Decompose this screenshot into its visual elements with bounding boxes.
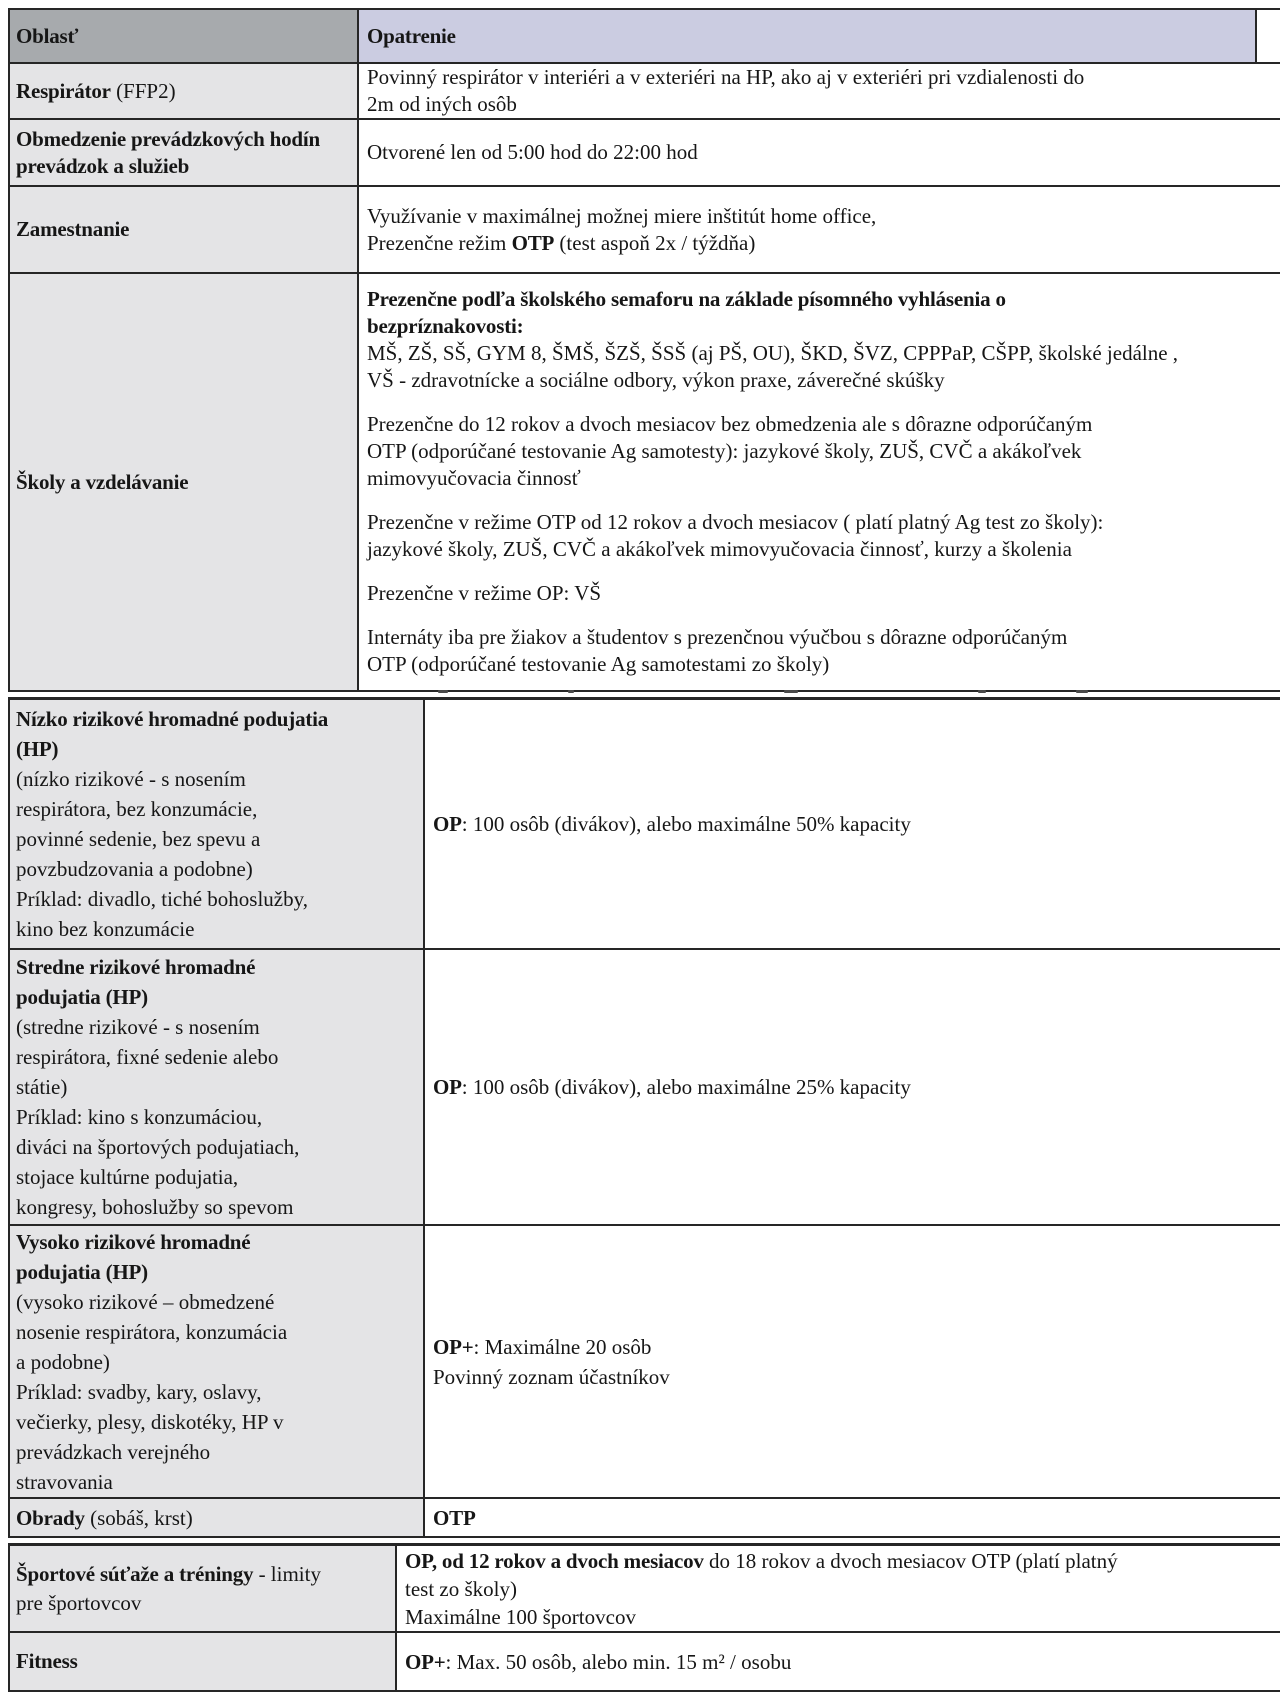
text-line — [433, 1072, 1278, 1102]
measure-cell — [425, 700, 1280, 948]
text-line — [405, 1603, 1278, 1631]
table-row — [10, 1499, 1280, 1536]
text-line — [367, 139, 1278, 166]
text-segment-bold: OTP — [433, 1505, 476, 1530]
text-line — [16, 1560, 387, 1589]
text-segment: (vysoko rizikové – obmedzené — [16, 1289, 275, 1314]
column-header-oblast-label: Oblasť — [16, 23, 79, 48]
column-header-oblast — [10, 10, 359, 62]
text-line — [367, 203, 1278, 230]
measure-cell — [359, 274, 1280, 690]
measure-cell — [425, 950, 1280, 1224]
text-line — [16, 794, 415, 824]
table-row — [10, 700, 1280, 950]
text-segment: večierky, plesy, diskotéky, HP v — [16, 1409, 284, 1434]
text-line — [367, 340, 1278, 367]
text-segment-bold: Školy a vzdelávanie — [16, 469, 189, 494]
measures-table-page2 — [8, 697, 1280, 1538]
text-line — [16, 1012, 415, 1042]
text-segment: respirátora, fixné sedenie alebo — [16, 1045, 279, 1069]
area-cell — [10, 187, 359, 272]
text-line — [16, 1347, 415, 1377]
text-segment: test zo školy) — [405, 1576, 517, 1601]
text-line — [16, 1287, 415, 1317]
text-line — [367, 286, 1278, 313]
blank-line — [367, 492, 1278, 509]
text-segment: Využívanie v maximálnej možnej miere inštitút home office, — [367, 203, 877, 228]
text-segment-bold: OP+ — [405, 1649, 446, 1674]
text-line — [367, 438, 1278, 465]
text-line — [367, 580, 1278, 607]
area-cell — [10, 274, 359, 690]
text-line — [16, 982, 415, 1012]
text-line — [16, 1317, 415, 1347]
text-line — [367, 313, 1278, 340]
text-segment-bold: OTP — [511, 230, 555, 255]
text-segment-bold: bezpríznakovosti: — [367, 314, 524, 338]
area-cell — [10, 1499, 425, 1536]
measure-cell — [397, 1546, 1280, 1631]
text-segment: MŠ, ZŠ, SŠ, GYM 8, ŠMŠ, ŠZŠ, ŠSŠ (aj PŠ, OU), ŠKD, ŠVZ, CPPPaP, CŠPP, školské jedálne , — [367, 341, 1179, 365]
text-line — [405, 1547, 1278, 1575]
measure-cell — [359, 120, 1280, 185]
text-line — [16, 1132, 415, 1162]
text-line — [16, 1647, 387, 1676]
text-segment: : Max. 50 osôb, alebo min. 15 m² / osobu — [445, 1649, 792, 1674]
table-row — [10, 1546, 1280, 1633]
area-cell — [10, 1546, 397, 1631]
text-segment: Povinný respirátor v interiéri a v exteriéri na HP, ako aj v exteriéri pri vzdialenosti do — [367, 65, 1085, 89]
text-segment: mimovyučovacia činnosť — [367, 466, 581, 490]
text-segment: (sobáš, krst) — [84, 1505, 193, 1530]
text-line — [16, 1162, 415, 1192]
table-row — [10, 274, 1280, 690]
text-line — [367, 64, 1278, 91]
text-segment: (test aspoň 2x / týždňa) — [554, 230, 756, 255]
text-segment: do 18 rokov a dvoch mesiacov OTP (platí platný — [703, 1548, 1118, 1573]
text-segment: : Maximálne 20 osôb — [473, 1334, 652, 1359]
text-line — [16, 704, 415, 734]
text-line — [433, 1332, 1278, 1362]
text-line — [16, 1437, 415, 1467]
text-segment-bold: Stredne rizikové hromadné — [16, 955, 256, 979]
text-line — [16, 1227, 415, 1257]
text-segment-bold: OP, od 12 rokov a dvoch mesiacov — [405, 1548, 704, 1573]
table-row — [10, 187, 1280, 274]
measure-cell — [359, 187, 1280, 272]
text-line — [16, 1192, 415, 1222]
text-line — [367, 411, 1278, 438]
text-segment-bold: podujatia (HP) — [16, 1259, 148, 1284]
text-line — [367, 230, 1278, 257]
text-segment: pre športovcov — [16, 1590, 142, 1615]
measure-cell — [359, 64, 1280, 118]
text-segment-bold: Prezenčne podľa školského semaforu na základe písomného vyhlásenia o — [367, 287, 1006, 311]
text-segment: Povinný zoznam účastníkov — [433, 1364, 670, 1389]
table-row — [10, 1226, 1280, 1499]
text-line — [16, 1377, 415, 1407]
measures-table-page3 — [8, 1543, 1280, 1692]
text-segment-bold: prevádzok a služieb — [16, 153, 190, 178]
text-segment: Prezenčne v režime OTP od 12 rokov a dvoch mesiacov ( platí platný Ag test zo školy): — [367, 510, 1104, 534]
text-segment: a podobne) — [16, 1349, 110, 1374]
text-line — [405, 1648, 1278, 1676]
table-row — [10, 64, 1280, 120]
measure-cell — [425, 1226, 1280, 1497]
text-line — [16, 824, 415, 854]
text-line — [367, 536, 1278, 563]
text-segment-bold: (HP) — [16, 737, 59, 761]
text-segment-bold: Športové súťaže a tréningy — [16, 1561, 254, 1586]
text-segment: Otvorené len od 5:00 hod do 22:00 hod — [367, 140, 698, 164]
text-segment-bold: OP+ — [433, 1334, 474, 1359]
text-segment: (nízko rizikové - s nosením — [16, 767, 246, 791]
text-segment: Príklad: kino s konzumáciou, — [16, 1105, 263, 1129]
area-cell — [10, 1226, 425, 1497]
text-line — [367, 367, 1278, 394]
text-segment: Príklad: svadby, kary, oslavy, — [16, 1379, 262, 1404]
text-segment: stojace kultúrne podujatia, — [16, 1165, 239, 1189]
table-row — [10, 1633, 1280, 1690]
text-segment: diváci na športových podujatiach, — [16, 1135, 300, 1159]
text-segment: OTP (odporúčané testovanie Ag samotestami zo školy) — [367, 652, 830, 676]
text-segment: státie) — [16, 1075, 68, 1099]
column-header-opatrenie-label: Opatrenie — [367, 23, 456, 48]
header-right-gap — [1257, 10, 1280, 62]
text-line — [16, 1102, 415, 1132]
text-line — [433, 809, 1278, 839]
text-segment: prevádzkach verejného — [16, 1439, 211, 1464]
text-line — [16, 469, 349, 496]
text-line — [16, 1072, 415, 1102]
text-segment: kino bez konzumácie — [16, 917, 195, 941]
text-line — [16, 952, 415, 982]
text-segment: VŠ - zdravotnícke a sociálne odbory, výkon praxe, záverečné skúšky — [367, 368, 945, 392]
text-line — [367, 91, 1278, 118]
text-segment: jazykové školy, ZUŠ, CVČ a akákoľvek mimovyučovacia činnosť, kurzy a školenia — [367, 537, 1072, 561]
text-segment-bold: Nízko rizikové hromadné podujatia — [16, 707, 329, 731]
text-line — [367, 624, 1278, 651]
text-line — [16, 1257, 415, 1287]
text-line — [16, 734, 415, 764]
table-row — [10, 120, 1280, 187]
text-segment: Prezenčne v režime OP: VŠ — [367, 581, 602, 605]
text-line — [16, 764, 415, 794]
text-segment-bold: Zamestnanie — [16, 217, 130, 241]
text-segment: Internáty iba pre žiakov a študentov s prezenčnou výučbou s dôrazne odporúčaným — [367, 625, 1068, 649]
text-segment: - limity — [253, 1561, 321, 1586]
text-line — [433, 1362, 1278, 1392]
text-segment: stravovania — [16, 1469, 113, 1494]
text-line — [16, 1042, 415, 1072]
text-segment: : 100 osôb (divákov), alebo maximálne 25% kapacity — [461, 1075, 911, 1099]
text-line — [16, 1589, 387, 1618]
measure-cell — [425, 1499, 1280, 1536]
text-line — [367, 465, 1278, 492]
text-segment: nosenie respirátora, konzumácia — [16, 1319, 288, 1344]
text-segment: povinné sedenie, bez spevu a — [16, 827, 261, 851]
text-line — [16, 1407, 415, 1437]
text-segment: (FFP2) — [110, 78, 176, 103]
text-line — [405, 1575, 1278, 1603]
text-segment-bold: OP — [433, 1075, 462, 1099]
text-segment: povzbudzovania a podobne) — [16, 857, 253, 881]
column-header-opatrenie — [359, 10, 1257, 62]
blank-line — [367, 607, 1278, 624]
text-segment: Prezenčne do 12 rokov a dvoch mesiacov bez obmedzenia ale s dôrazne odporúčaným — [367, 412, 1093, 436]
text-segment-bold: Obmedzenie prevádzkových hodín — [16, 126, 320, 151]
area-cell — [10, 950, 425, 1224]
area-cell — [10, 64, 359, 118]
text-line — [16, 1503, 415, 1533]
table-row — [10, 950, 1280, 1226]
area-cell — [10, 1633, 397, 1690]
text-segment: kongresy, bohoslužby so spevom — [16, 1195, 294, 1219]
text-line — [433, 1503, 1278, 1533]
measure-cell — [397, 1633, 1280, 1690]
blank-line — [367, 394, 1278, 411]
blank-line — [367, 563, 1278, 580]
text-line — [16, 854, 415, 884]
page-cut-text-remnant — [432, 690, 1144, 694]
text-segment: 2m od iných osôb — [367, 92, 517, 116]
text-line — [16, 126, 349, 153]
text-line — [16, 216, 349, 243]
text-line — [16, 153, 349, 180]
text-line — [16, 1467, 415, 1497]
area-cell — [10, 700, 425, 948]
text-line — [16, 914, 415, 944]
text-segment-bold: Vysoko rizikové hromadné — [16, 1229, 251, 1254]
text-line — [367, 509, 1278, 536]
text-line — [16, 884, 415, 914]
text-segment-bold: Respirátor — [16, 78, 111, 103]
text-segment: OTP (odporúčané testovanie Ag samotesty): jazykové školy, ZUŠ, CVČ a akákoľvek — [367, 439, 1082, 463]
text-segment-bold: podujatia (HP) — [16, 985, 148, 1009]
text-segment: Príklad: divadlo, tiché bohoslužby, — [16, 887, 309, 911]
table-header-row — [10, 10, 1280, 64]
text-segment: Maximálne 100 športovcov — [405, 1604, 636, 1629]
text-segment-bold: Obrady — [16, 1505, 85, 1530]
text-segment: (stredne rizikové - s nosením — [16, 1015, 260, 1039]
area-cell — [10, 120, 359, 185]
text-segment: respirátora, bez konzumácie, — [16, 797, 258, 821]
text-segment-bold: OP — [433, 812, 462, 836]
text-segment: Prezenčne režim — [367, 230, 512, 255]
text-segment-bold: Fitness — [16, 1649, 78, 1673]
measures-table-page1 — [8, 8, 1280, 692]
text-line — [16, 78, 349, 105]
text-segment: : 100 osôb (divákov), alebo maximálne 50% kapacity — [461, 812, 911, 836]
text-line — [367, 651, 1278, 678]
